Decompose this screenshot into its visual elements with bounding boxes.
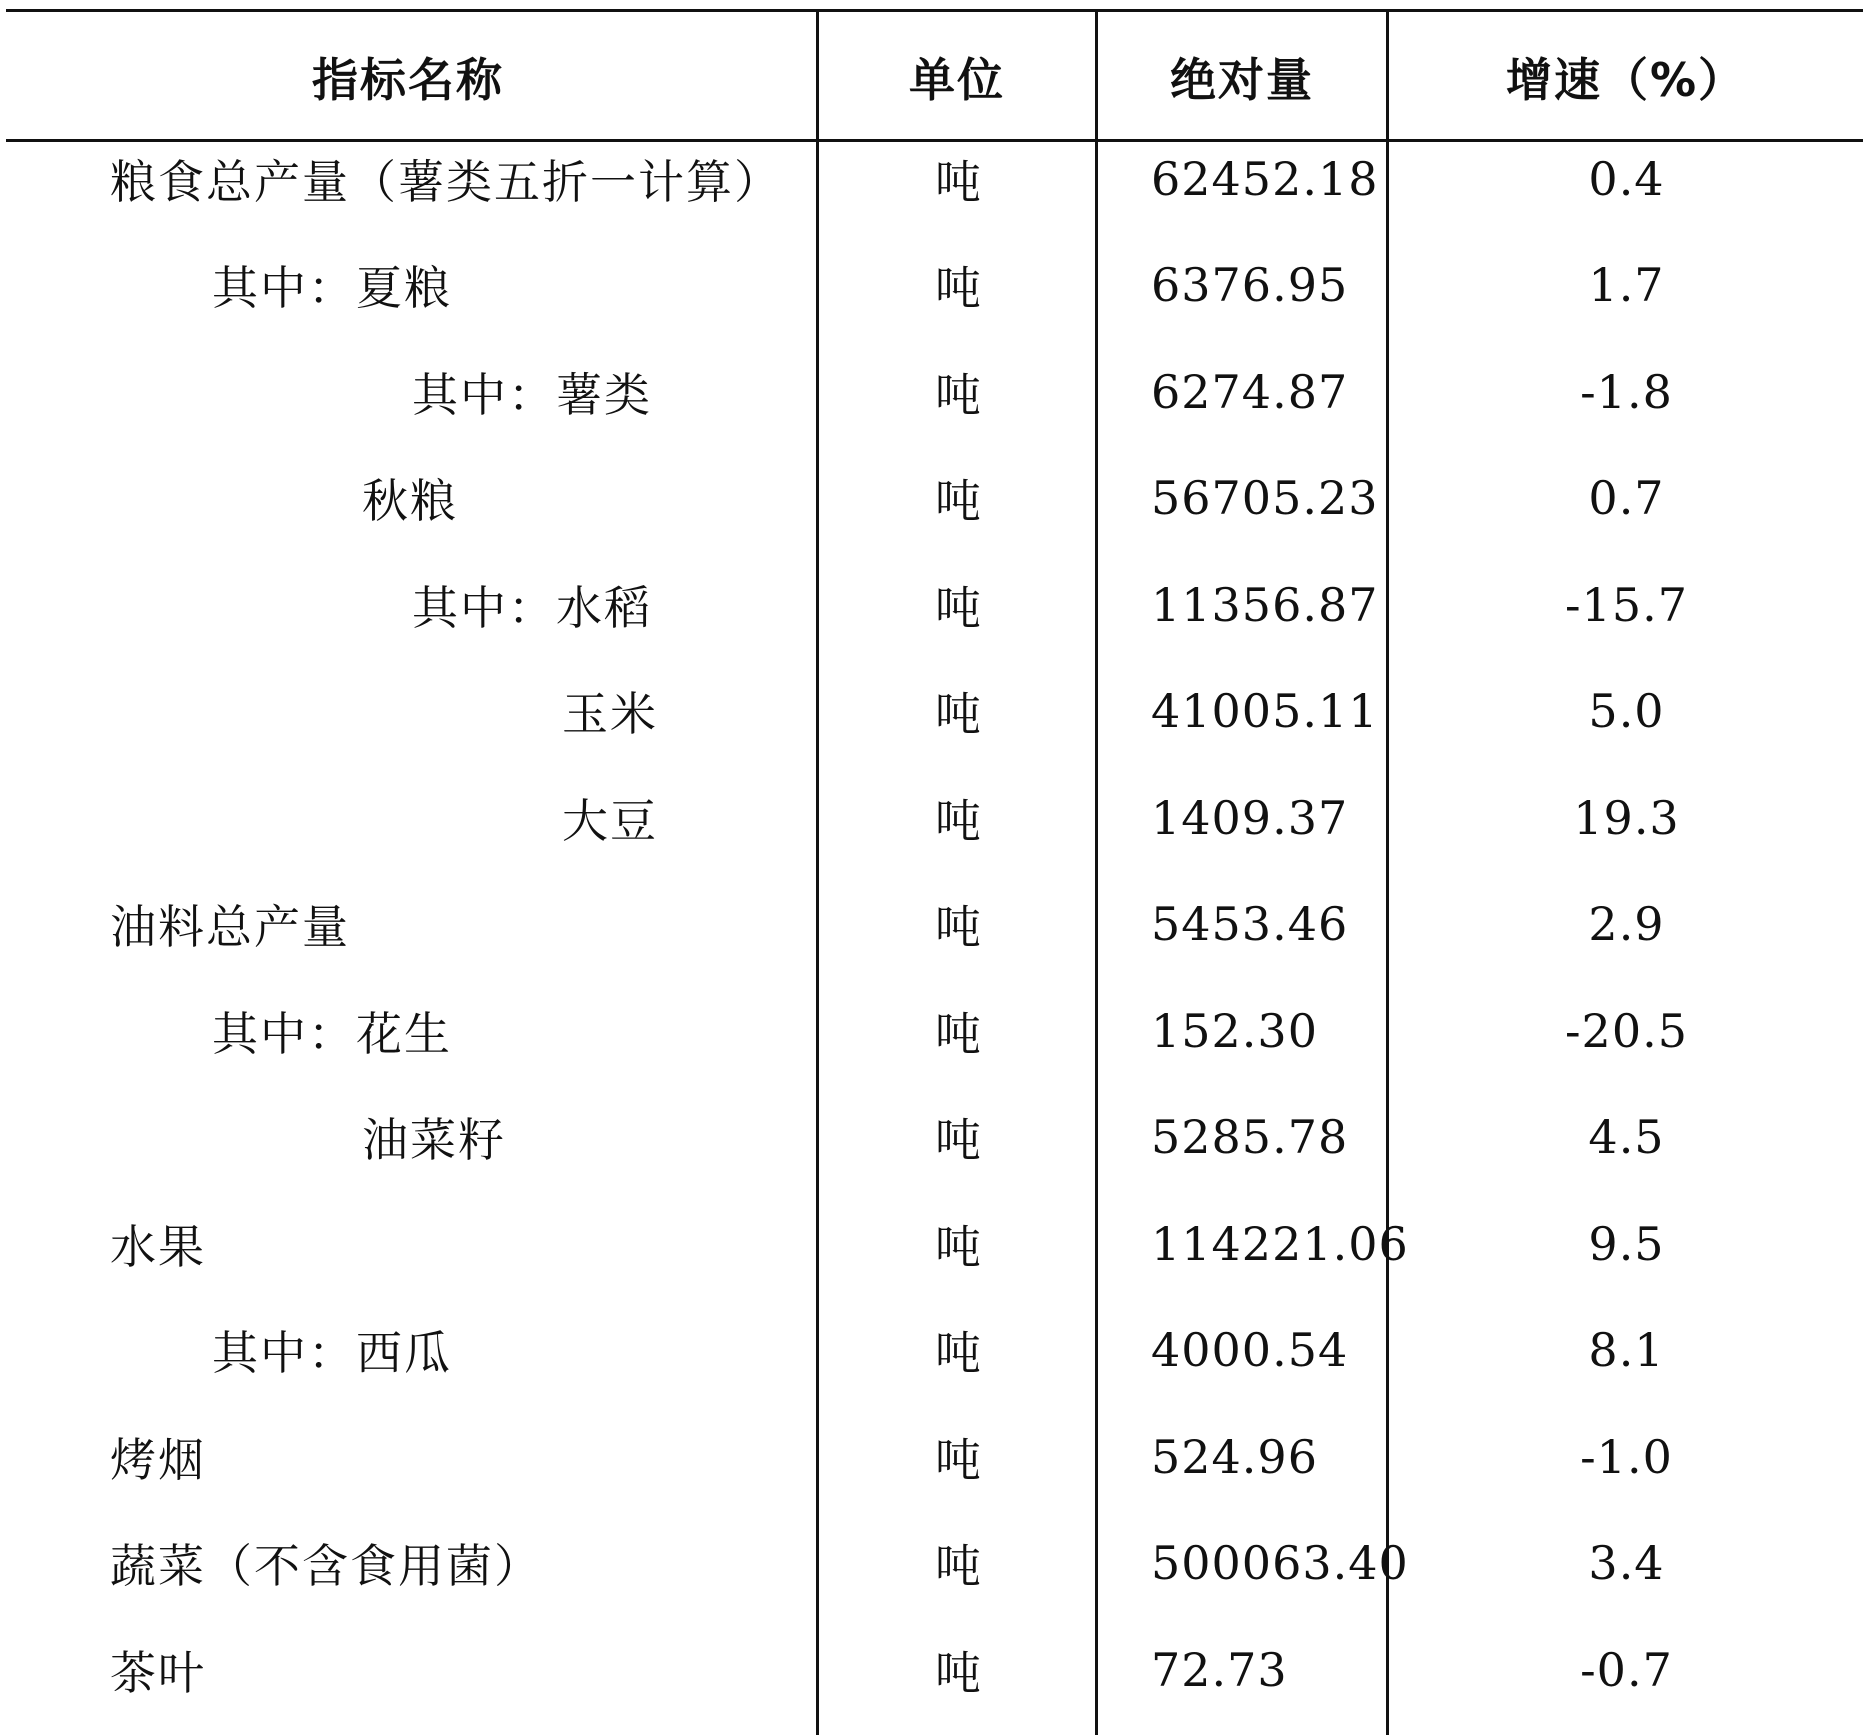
row-absolute: 5453.46 [1151, 897, 1349, 951]
row-name: 大豆 [562, 794, 658, 848]
row-growth: 19.3 [1573, 791, 1680, 845]
row-unit: 吨 [935, 1220, 981, 1274]
row-unit: 吨 [935, 1539, 981, 1593]
row-growth: 8.1 [1588, 1323, 1665, 1377]
row-unit: 吨 [935, 474, 981, 528]
top-rule [6, 9, 1863, 12]
table-row [0, 871, 1863, 977]
row-absolute: 41005.11 [1151, 684, 1379, 738]
row-growth: -15.7 [1565, 578, 1688, 632]
row-name: 烤烟 [110, 1433, 206, 1487]
row-unit: 吨 [935, 581, 981, 635]
row-unit: 吨 [935, 1326, 981, 1380]
table-row [0, 1404, 1863, 1510]
row-unit: 吨 [935, 900, 981, 954]
row-name: 油菜籽 [362, 1113, 506, 1167]
table-row [0, 126, 1863, 232]
row-unit: 吨 [935, 1433, 981, 1487]
row-name: 其中：花生 [212, 1007, 452, 1061]
header-name: 指标名称 [312, 52, 504, 107]
table-row [0, 658, 1863, 764]
row-absolute: 114221.06 [1151, 1217, 1409, 1271]
table-row [0, 1191, 1863, 1297]
row-absolute: 72.73 [1151, 1643, 1288, 1697]
row-name: 其中：夏粮 [212, 261, 452, 315]
row-name: 粮食总产量（薯类五折一计算） [110, 155, 782, 209]
row-name: 其中：薯类 [412, 368, 652, 422]
row-unit: 吨 [935, 368, 981, 422]
row-growth: -1.8 [1580, 365, 1673, 419]
row-name: 玉米 [562, 687, 658, 741]
row-absolute: 1409.37 [1151, 791, 1349, 845]
row-unit: 吨 [935, 1646, 981, 1700]
row-absolute: 500063.40 [1151, 1536, 1409, 1590]
row-unit: 吨 [935, 687, 981, 741]
row-unit: 吨 [935, 261, 981, 315]
row-absolute: 6376.95 [1151, 258, 1349, 312]
row-growth: 0.4 [1588, 152, 1665, 206]
row-unit: 吨 [935, 794, 981, 848]
row-absolute: 62452.18 [1151, 152, 1379, 206]
row-name: 其中：西瓜 [212, 1326, 452, 1380]
row-unit: 吨 [935, 155, 981, 209]
table-row [0, 1084, 1863, 1190]
header-unit: 单位 [909, 52, 1005, 107]
row-growth: 2.9 [1588, 897, 1665, 951]
table-row [0, 765, 1863, 871]
table-row [0, 232, 1863, 338]
table-row [0, 1617, 1863, 1723]
table-row [0, 1510, 1863, 1616]
table-row [0, 552, 1863, 658]
row-growth: -20.5 [1565, 1004, 1688, 1058]
row-name: 油料总产量 [110, 900, 350, 954]
header-absolute: 绝对量 [1170, 52, 1314, 107]
table-row [0, 339, 1863, 445]
table-row [0, 978, 1863, 1084]
row-absolute: 524.96 [1151, 1430, 1318, 1484]
header-growth: 增速（%） [1505, 52, 1747, 107]
table-header [0, 13, 1863, 140]
row-growth: 3.4 [1588, 1536, 1665, 1590]
row-absolute: 56705.23 [1151, 471, 1379, 525]
row-absolute: 11356.87 [1151, 578, 1379, 632]
row-growth: -0.7 [1580, 1643, 1673, 1697]
row-growth: 9.5 [1588, 1217, 1665, 1271]
row-absolute: 4000.54 [1151, 1323, 1349, 1377]
row-growth: 0.7 [1588, 471, 1665, 525]
row-unit: 吨 [935, 1007, 981, 1061]
table-row [0, 445, 1863, 551]
row-name: 蔬菜（不含食用菌） [110, 1539, 542, 1593]
row-name: 其中：水稻 [412, 581, 652, 635]
row-unit: 吨 [935, 1113, 981, 1167]
table-row [0, 1297, 1863, 1403]
row-name: 茶叶 [110, 1646, 206, 1700]
row-absolute: 152.30 [1151, 1004, 1318, 1058]
row-name: 水果 [110, 1220, 206, 1274]
row-absolute: 5285.78 [1151, 1110, 1349, 1164]
row-growth: -1.0 [1580, 1430, 1673, 1484]
row-growth: 4.5 [1588, 1110, 1665, 1164]
row-name: 秋粮 [362, 474, 458, 528]
row-absolute: 6274.87 [1151, 365, 1349, 419]
row-growth: 1.7 [1588, 258, 1665, 312]
row-growth: 5.0 [1588, 684, 1665, 738]
